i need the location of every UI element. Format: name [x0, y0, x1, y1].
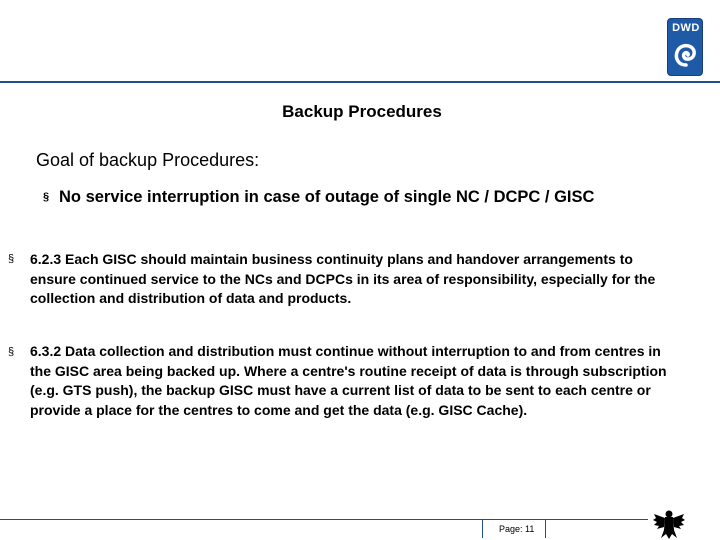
goal-item-text: No service interruption in case of outage of single NC / DCPC / GISC — [59, 188, 595, 206]
header-rule — [0, 81, 720, 83]
bullet-marker: § — [8, 346, 15, 358]
logo-text: DWD — [672, 22, 700, 34]
goal-item — [43, 188, 594, 207]
page-number: Page: 11 — [482, 520, 546, 538]
footer-rule — [0, 519, 648, 520]
bullet-marker: § — [43, 191, 50, 203]
paragraph-6-2-3: 6.2.3 Each GISC should maintain business continuity plans and handover arrangements to ensure continued service to the NCs and DCPCs in its area of responsibility, especially for the collection and distribution of data and products. — [30, 251, 656, 306]
paragraph-6-3-2: 6.3.2 Data collection and distribution must continue without interruption to and from centres in the GISC area being backed up. Where a centre's routine receipt of data is through subscription (e.g. GTS push), the backup GISC must have a current list of data to be sent to each centre or provide a place for the centres to come and get the data (e.g. GISC Cache). — [30, 343, 667, 418]
goal-heading: Goal of backup Procedures: — [36, 150, 260, 170]
swirl-logo-icon — [671, 37, 701, 71]
dwd-logo — [667, 18, 703, 76]
slide-title: Backup Procedures — [282, 102, 442, 121]
bullet-marker: § — [8, 253, 15, 265]
federal-eagle-icon — [652, 508, 686, 540]
